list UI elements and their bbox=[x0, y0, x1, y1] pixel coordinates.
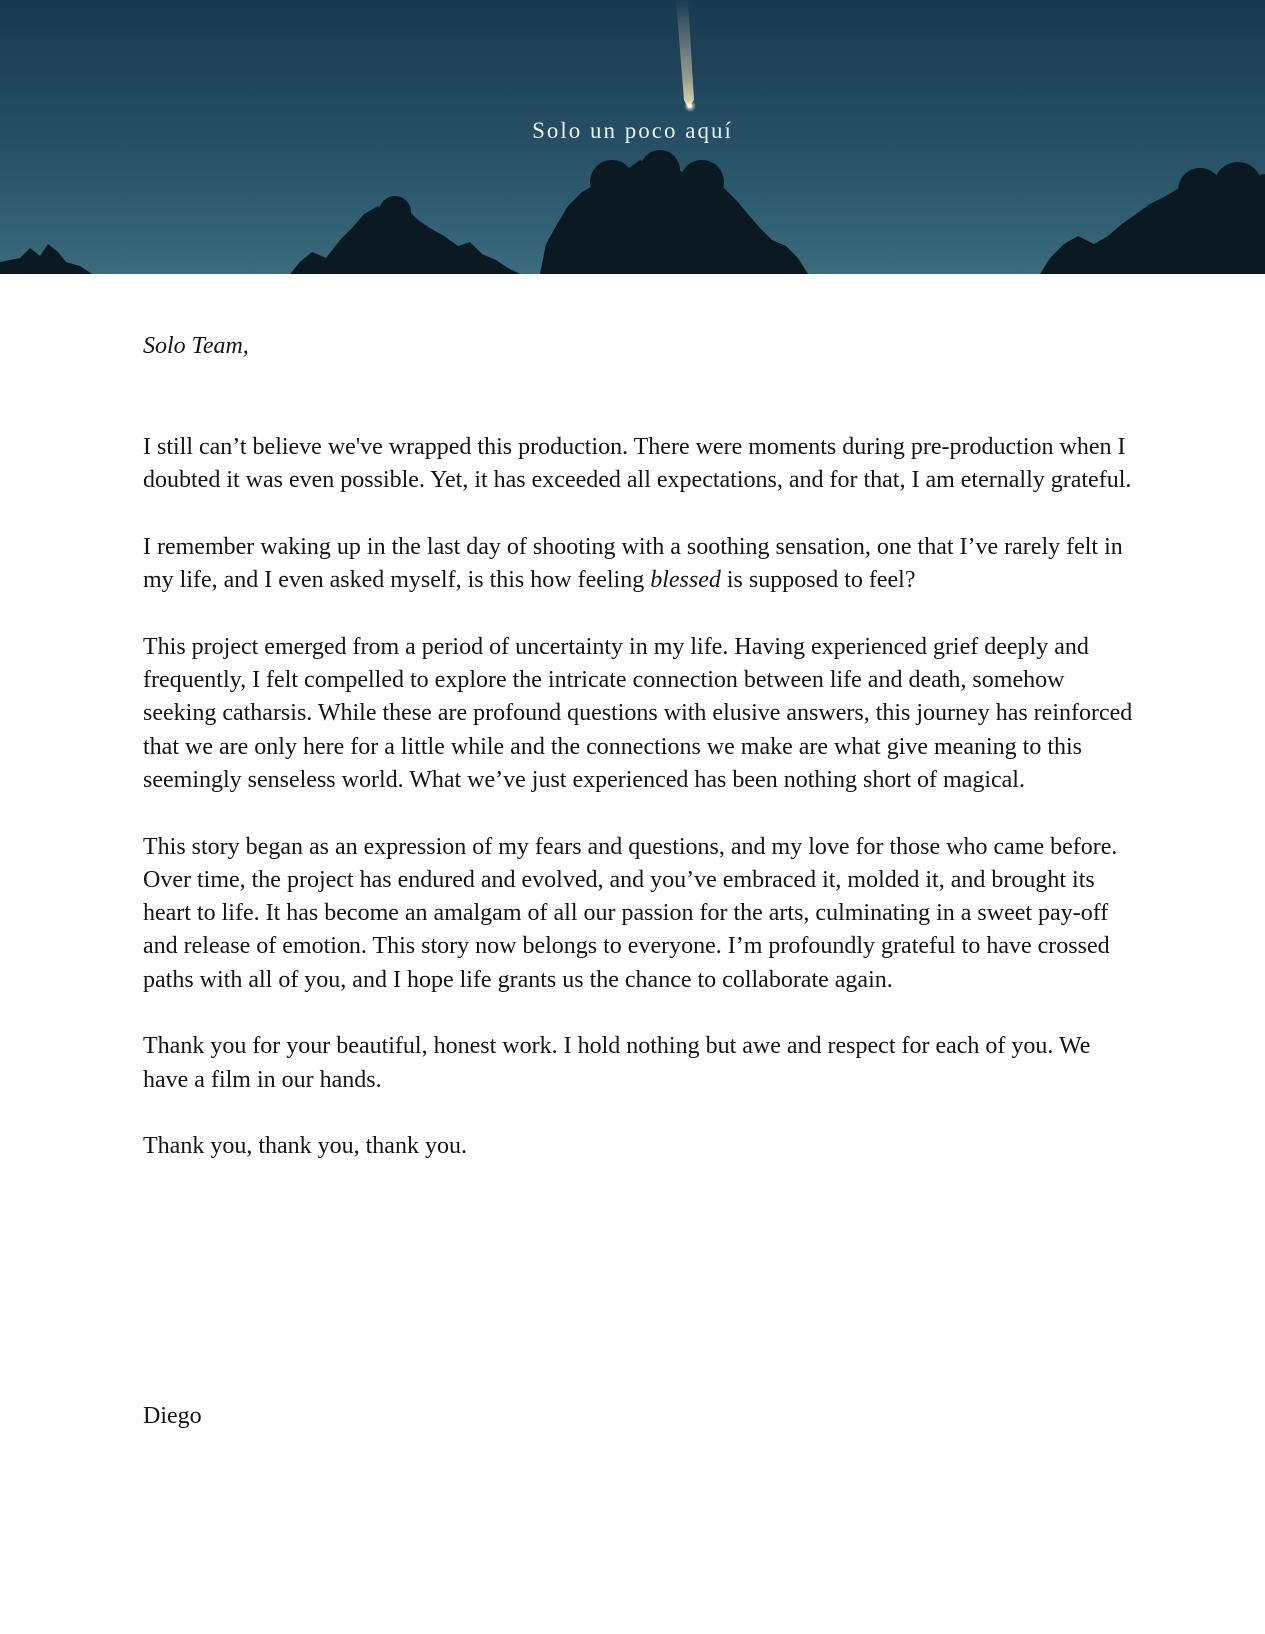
letter-body bbox=[143, 330, 1133, 1197]
paragraph-text: I remember waking up in the last day of shooting with a soothing sensation, one that I’ve rarely felt in my life, and I even asked myself, is this how feeling bbox=[143, 533, 1123, 594]
paragraph-project-origin: This project emerged from a period of uncertainty in my life. Having experienced grief deeply and frequently, I felt compelled to explore the intricate connection between life and death, somehow seeking catharsis. While these are profound questions with elusive answers, this journey has reinforced that we are only here for a little while and the connections we make are what give meaning to this seemingly senseless world. What we’ve just experienced has been nothing short of magical. bbox=[143, 633, 1133, 793]
paragraph-closing-thanks: Thank you, thank you, thank you. bbox=[143, 1133, 467, 1160]
salutation: Solo Team, bbox=[143, 333, 249, 359]
emphasis-blessed: blessed bbox=[650, 567, 721, 594]
paragraph-last-day bbox=[143, 531, 1133, 598]
paragraph-wrapped-production: I still can’t believe we've wrapped this production. There were moments during pre-production when I doubted it was even possible. Yet, it has exceeded all expectations, and for that, I am eternally grateful. bbox=[143, 434, 1132, 494]
signature: Diego bbox=[143, 1403, 202, 1429]
header-banner bbox=[0, 0, 1265, 274]
paragraph-thank-you-work: Thank you for your beautiful, honest work. I hold nothing but awe and respect for each of you. We have a film in our hands. bbox=[143, 1033, 1091, 1093]
paragraph-story-began: This story began as an expression of my fears and questions, and my love for those who came before. Over time, the project has endured and evolved, and you’ve embraced it, molded it, and brought its heart to life. It has become an amalgam of all our passion for the arts, culminating in a sweet pay-off and release of emotion. This story now belongs to everyone. I’m profoundly grateful to have crossed paths with all of you, and I hope life grants us the chance to collaborate again. bbox=[143, 833, 1118, 993]
banner-title: Solo un poco aquí bbox=[532, 118, 733, 143]
paragraph-text: is supposed to feel? bbox=[720, 567, 916, 594]
